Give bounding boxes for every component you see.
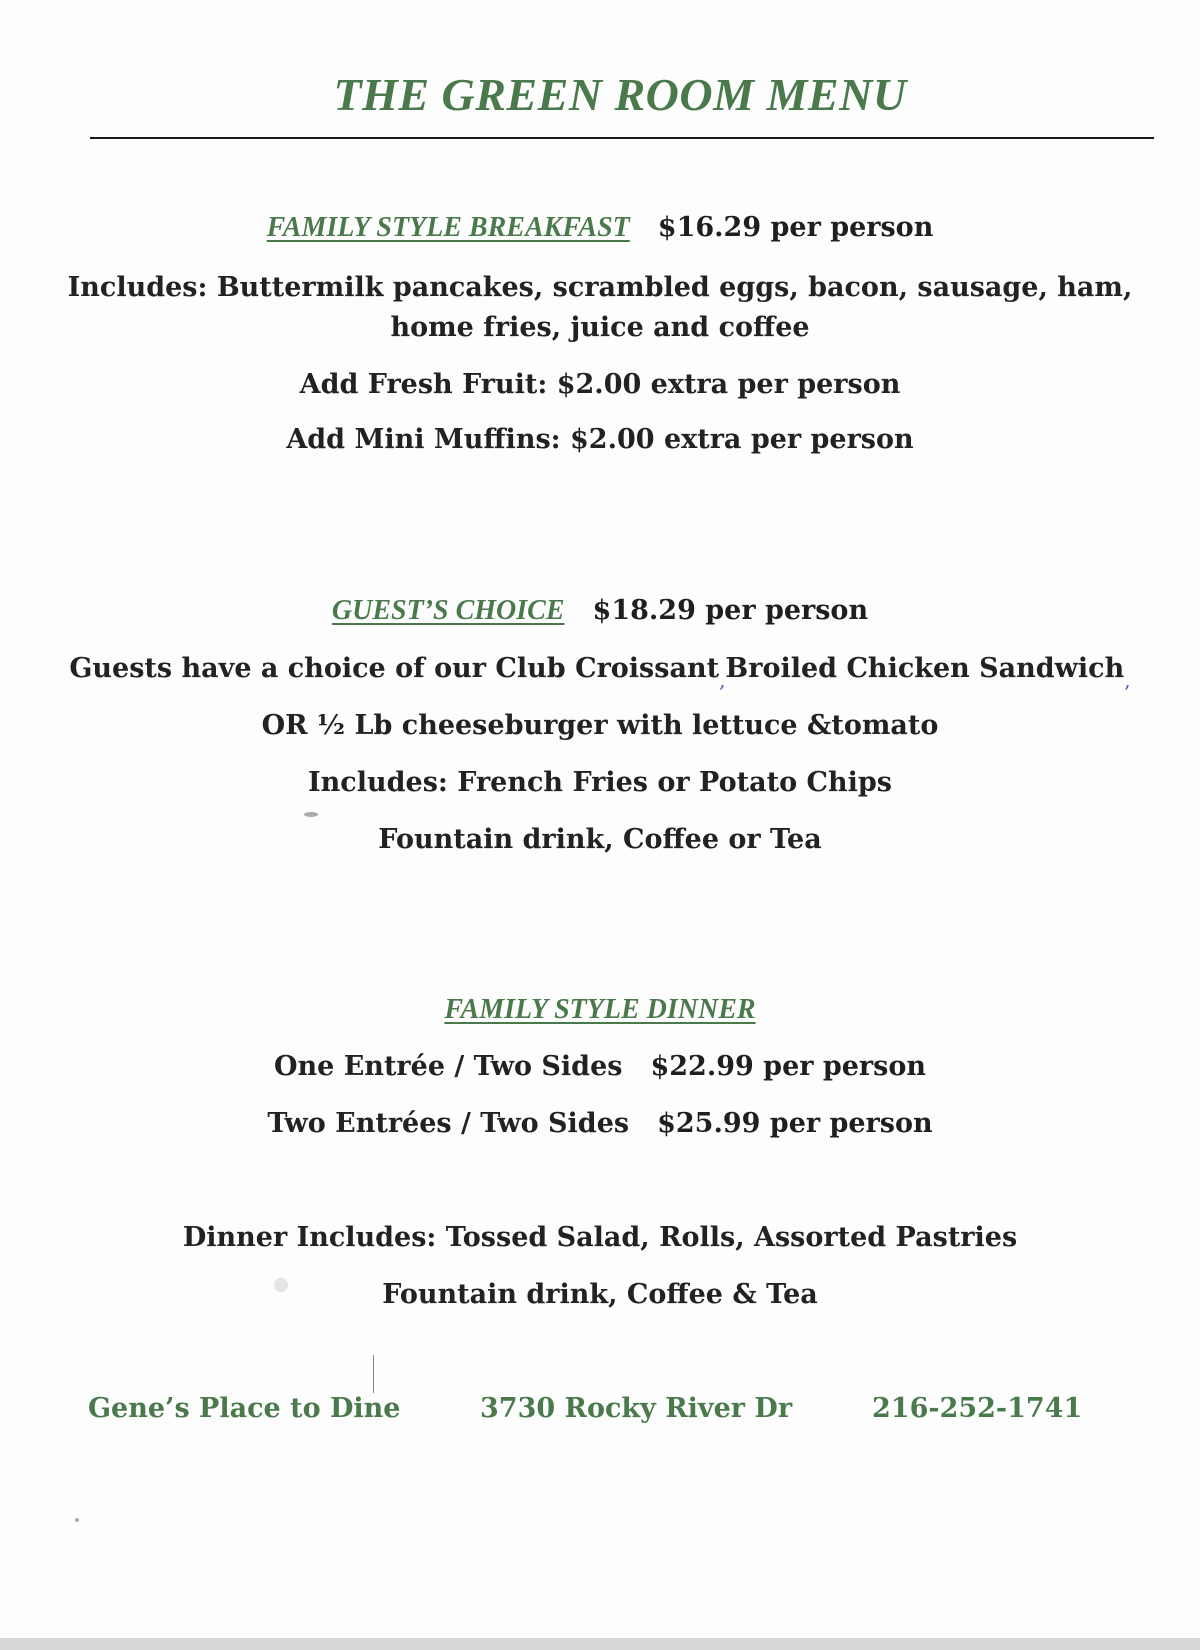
breakfast-heading: FAMILY STYLE BREAKFAST — [266, 212, 630, 243]
guests-choice-header — [0, 595, 1200, 627]
dinner-header — [0, 994, 1200, 1026]
breakfast-addon-fruit: Add Fresh Fruit: $2.00 extra per person — [299, 369, 901, 400]
scan-speck — [75, 1518, 79, 1522]
guests-choice-price: $18.29 per person — [592, 595, 869, 626]
guests-choice-heading: GUEST’S CHOICE — [331, 595, 565, 626]
dinner-includes: Dinner Includes: Tossed Salad, Rolls, Assorted Pastries — [182, 1222, 1018, 1253]
pen-comma-mark: , — [1124, 668, 1131, 692]
guests-choice-line3: Includes: French Fries or Potato Chips — [308, 767, 892, 798]
breakfast-price: $16.29 per person — [657, 212, 934, 243]
guests-choice-line4: Fountain drink, Coffee or Tea — [378, 824, 822, 855]
dinner-option-one — [0, 1051, 1200, 1082]
breakfast-includes-line2: home fries, juice and coffee — [390, 312, 810, 343]
menu-title: THE GREEN ROOM MENU — [333, 69, 907, 120]
restaurant-name: Gene’s Place to Dine — [88, 1393, 401, 1424]
pen-comma-mark: , — [719, 668, 726, 692]
restaurant-phone: 216-252-1741 — [872, 1393, 1083, 1424]
scan-edge — [0, 1638, 1200, 1650]
scan-speck — [304, 812, 318, 817]
guests-choice-line1-part1: Guests have a choice of our Club Croissant — [69, 653, 720, 684]
dinner-option2-price: $25.99 per person — [657, 1108, 933, 1139]
title-divider — [90, 137, 1154, 139]
pencil-stroke — [373, 1355, 374, 1393]
guests-choice-line2: OR ½ Lb cheeseburger with lettuce &tomato — [261, 710, 939, 741]
dinner-option1-price: $22.99 per person — [650, 1051, 926, 1082]
breakfast-header — [0, 212, 1200, 244]
guests-choice-line1 — [0, 653, 1200, 692]
restaurant-address: 3730 Rocky River Dr — [480, 1393, 793, 1424]
dinner-option-two — [0, 1108, 1200, 1139]
dinner-option2-label: Two Entrées / Two Sides — [267, 1108, 630, 1139]
dinner-drinks: Fountain drink, Coffee & Tea — [382, 1279, 818, 1310]
breakfast-includes-line1: Includes: Buttermilk pancakes, scrambled eggs, bacon, sausage, ham, — [67, 272, 1133, 303]
guests-choice-line1-part2: Broiled Chicken Sandwich — [725, 653, 1125, 684]
scan-speck — [274, 1278, 288, 1292]
dinner-heading: FAMILY STYLE DINNER — [444, 994, 756, 1025]
breakfast-addon-muffins: Add Mini Muffins: $2.00 extra per person — [286, 424, 914, 455]
dinner-option1-label: One Entrée / Two Sides — [274, 1051, 623, 1082]
